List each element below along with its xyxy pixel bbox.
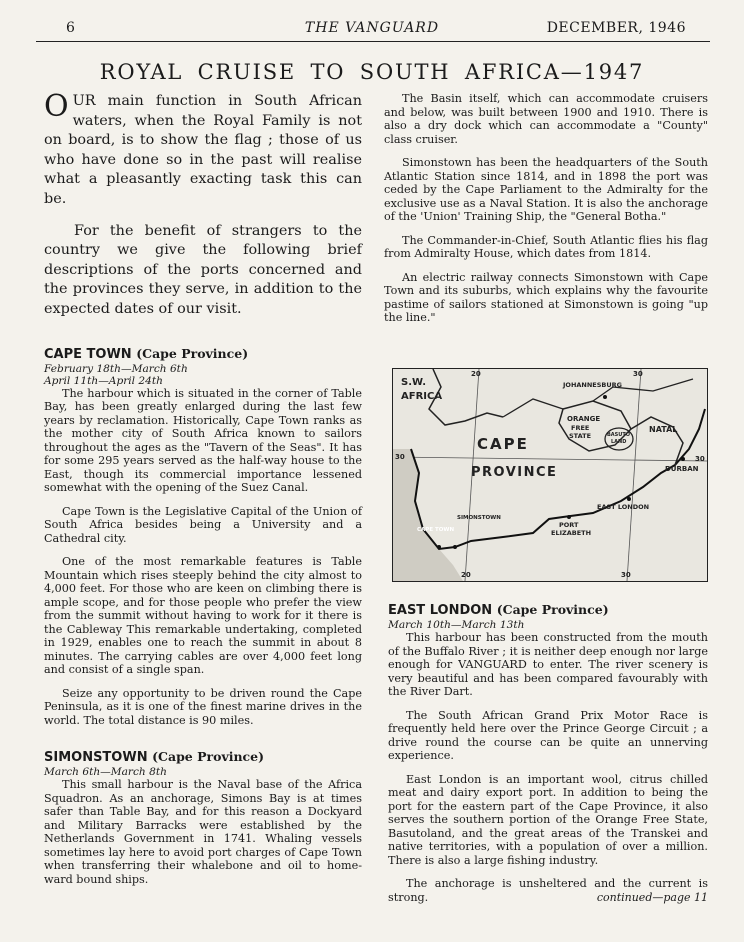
cape-town-paragraph: One of the most remarkable features is Table Mountain which rises steeply behind the city almost to 4,000 feet. For those who are keen on climbing there is ample scope, and for those people who prefer the view from the summit without having to work for it there is the Cableway This remarkable undertaking, completed in 1929, enables one to reach the summit in about 8 minutes. The carrying cables are over 4,000 feet long and consist of a single span.: [44, 555, 362, 677]
map-label-durban: DURBAN: [665, 465, 699, 473]
map-label-johannesburg: JOHANNESBURG: [563, 381, 622, 389]
issue-date: DECEMBER, 1946: [546, 20, 686, 36]
map-longitude-top-right: 30: [633, 370, 643, 378]
simonstown-paragraph: The Commander-in-Chief, South Atlantic flies his flag from Admiralty House, which dates from 1814.: [384, 233, 708, 260]
continued-note: continued—page 11: [596, 891, 708, 904]
map-label-basuto-2: LAND: [611, 439, 627, 445]
east-london-paragraph: East London is an important wool, citrus chilled meat and dairy export port. In addition to being the port for the eastern part of the Cape Province, it also serves the southern portion of the Orange Free State, Basutoland, and the great areas of the Transkei and native territories, with a population of over a million. There is also a large fishing industry.: [388, 772, 708, 867]
south-africa-map: [392, 368, 708, 582]
simonstown-dates: March 6th—March 8th: [44, 766, 167, 779]
header-rule: [36, 41, 710, 42]
map-longitude-bottom-right: 30: [621, 571, 631, 579]
map-label-orange-3: STATE: [569, 432, 592, 440]
cape-town-province: (Cape Province): [136, 345, 249, 361]
article-title: ROYAL CRUISE TO SOUTH AFRICA—1947: [99, 60, 645, 84]
map-label-cape: CAPE: [477, 435, 529, 453]
east-london-marker: [627, 497, 631, 501]
map-label-simonstown: SIMONSTOWN: [457, 515, 501, 521]
map-longitude-top-left: 20: [471, 370, 481, 378]
east-london-title: EAST LONDON: [388, 603, 493, 618]
map-label-sw-africa-2: AFRICA: [401, 391, 443, 402]
cape-town-dates-2: April 11th—April 24th: [44, 374, 163, 387]
map-latitude-left: 30: [395, 453, 405, 461]
map-longitude-bottom-left: 20: [461, 571, 471, 579]
east-london-section: [388, 602, 708, 904]
cape-town-section: [44, 346, 362, 728]
cape-town-marker: [437, 545, 441, 549]
cape-town-title: CAPE TOWN: [44, 346, 132, 362]
simonstown-province: (Cape Province): [152, 749, 265, 765]
east-london-province: (Cape Province): [496, 602, 609, 617]
running-header: [0, 20, 744, 40]
simonstown-paragraph: This small harbour is the Naval base of the Africa Squadron. As an anchorage, Simons Bay is at times safer than Table Bay, and for this reason a Dockyard and Military Barracks were established by the Netherlands Government in 1741. Whaling vessels sometimes lay here to avoid port charges of Cape Town when transferring their whalebone and oil to home-ward bound ships.: [44, 778, 362, 886]
simonstown-title: SIMONSTOWN: [44, 750, 148, 766]
map-label-port-elizabeth-2: ELIZABETH: [551, 529, 592, 537]
right-column: [384, 92, 708, 325]
simonstown-heading: [44, 749, 362, 766]
simonstown-paragraph: An electric railway connects Simonstown with Cape Town and its suburbs, which explains why the favourite pastime of sailors stationed at Simonstown is going "up the line.": [384, 270, 708, 324]
cape-town-dates-1: February 18th—March 6th: [44, 362, 188, 375]
cape-town-paragraph: The harbour which is situated in the corner of Table Bay, has been greatly enlarged during the last few years by reclamation. Historically, Cape Town ranks as the mother city of South Africa known to sailors throughout the ages as the "Tavern of the Seas". It has for some 295 years served as the half-way house to the East, though its commercial importance lessened somewhat with the opening of the Suez Canal.: [44, 386, 362, 495]
simonstown-paragraph: The Basin itself, which can accommodate cruisers and below, was built between 1900 and 1910. There is also a dry dock which can accommodate a "County" class cruiser.: [384, 92, 708, 146]
intro-text-1: UR main function in South African waters, when the Royal Family is not on board, is to show the flag ; those of us who have done so in the past will realise what a pleasantly exacting task this can be.: [44, 93, 362, 207]
map-label-sw-africa-1: S.W.: [401, 377, 427, 388]
map-label-province: PROVINCE: [471, 465, 558, 480]
east-london-heading: [388, 602, 708, 619]
left-column: [44, 89, 362, 886]
johannesburg-marker: [603, 395, 607, 399]
magazine-title: THE VANGUARD: [304, 20, 440, 36]
simonstown-section: [44, 749, 362, 886]
cape-town-heading: [44, 346, 362, 363]
atlantic-ocean: [393, 449, 463, 581]
simonstown-paragraph: Simonstown has been the headquarters of the South Atlantic Station since 1814, and in 1898 the port was ceded by the Cape Parliament to the Admiralty for the exclusive use as a Naval Station. It is also the anchorage of the 'Union' Training Ship, the "General Botha.": [384, 156, 708, 223]
east-london-paragraph: The anchorage is unsheltered and the current is strong.: [388, 877, 708, 904]
longitude-line-30: [627, 369, 641, 581]
drop-cap: O: [44, 89, 69, 124]
intro-paragraph-2: For the benefit of strangers to the country we give the following brief descriptions of the ports concerned and the provinces they serve, in addition to the expected dates of our visit.: [44, 222, 362, 317]
cape-town-paragraph: Cape Town is the Legislative Capital of the Union of South Africa besides being a University and a Cathedral city.: [44, 504, 362, 545]
map-label-orange-2: FREE: [571, 424, 590, 432]
map-label-port-elizabeth-1: PORT: [559, 521, 579, 529]
cape-town-paragraph: Seize any opportunity to be driven round the Cape Peninsula, as it is one of the finest marine drives in the world. The total distance is 90 miles.: [44, 686, 362, 727]
durban-marker: [681, 457, 685, 461]
map-label-cape-town: CAPE TOWN: [417, 527, 455, 533]
intro-paragraph-1: [44, 89, 362, 210]
page-number: 6: [66, 20, 75, 36]
map-latitude-right: 30: [695, 455, 705, 463]
latitude-line-30: [393, 457, 707, 461]
east-london-dates: March 10th—March 13th: [388, 619, 525, 631]
map-label-orange-1: ORANGE: [567, 415, 601, 423]
simonstown-marker: [453, 545, 457, 549]
port-elizabeth-marker: [567, 515, 571, 519]
east-london-paragraph: This harbour has been constructed from the mouth of the Buffalo River ; it is neither deep enough nor large enough for VANGUARD to enter. The river scenery is very beautiful and has been compared favourably with the River Dart.: [388, 631, 708, 698]
map-label-basuto-1: BASUTO: [607, 432, 631, 438]
east-london-paragraph: The South African Grand Prix Motor Race is frequently held here over the Prince George Circuit ; a drive round the course can be quite an unnerving experience.: [388, 708, 708, 762]
map-label-east-london: EAST LONDON: [597, 503, 650, 511]
map-label-natal: NATAL: [649, 425, 678, 434]
